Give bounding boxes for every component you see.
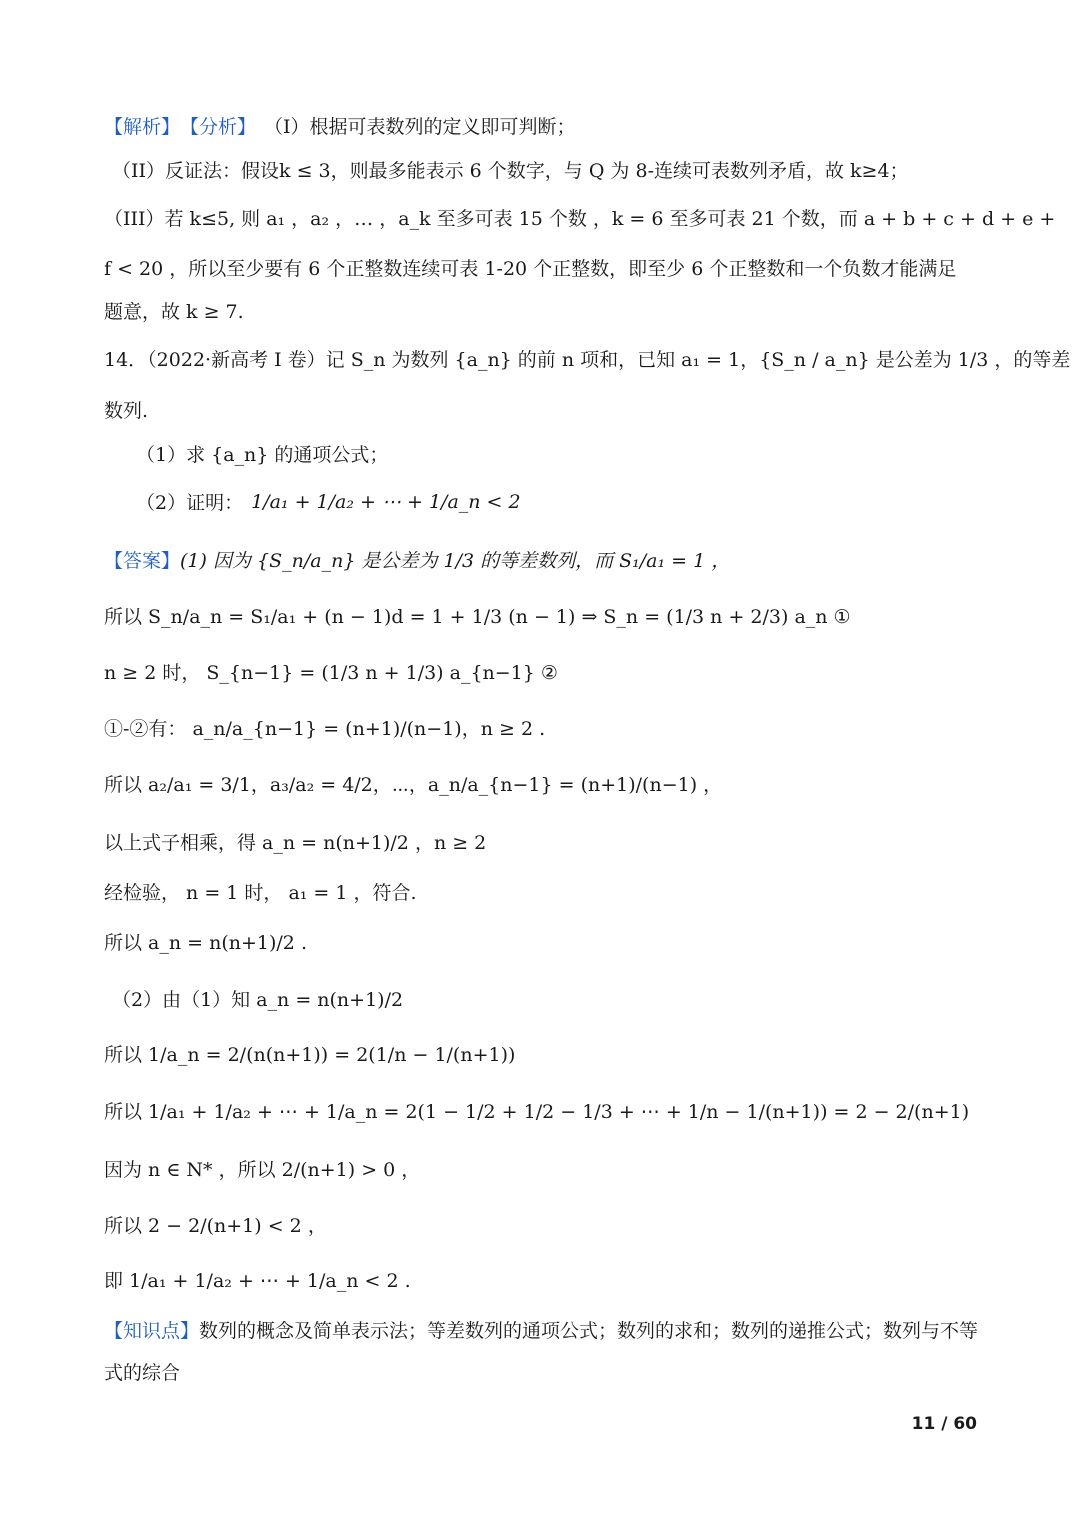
answer-line-1: [104, 546, 980, 573]
answer-line-13: 所以 2 − 2/(n+1) < 2 ，: [104, 1215, 327, 1237]
answer-line-12: 因为 n ∈ N* ，所以 2/(n+1) > 0 ，: [104, 1159, 421, 1181]
analysis-line-2: （II）反证法：假设k ≤ 3，则最多能表示 6 个数字，与 Q 为 8-连续可表数列矛盾，故 k≥4；: [112, 160, 909, 182]
page-number: 11 / 60: [911, 1414, 977, 1434]
analysis-line-4: f < 20 ，所以至少要有 6 个正整数连续可表 1-20 个正整数，即至少 6 个正整数和一个负数才能满足: [104, 258, 957, 280]
analysis-text-1: （I）根据可表数列的定义即可判断；: [264, 116, 576, 138]
knowledge-line-2: 式的综合: [104, 1362, 181, 1384]
analysis-line-5: 题意，故 k ≥ 7.: [104, 301, 244, 323]
tag-jiexi: 【解析】: [104, 116, 181, 138]
problem-intro-cont: 数列.: [104, 400, 149, 422]
answer-line-11: 所以 1/a₁ + 1/a₂ + ⋯ + 1/a_n = 2(1 − 1/2 + 1/2 − 1/3 + ⋯ + 1/n − 1/(n+1)) = 2 − 2/(n+1): [104, 1101, 970, 1123]
answer-line-14: 即 1/a₁ + 1/a₂ + ⋯ + 1/a_n < 2 .: [104, 1270, 411, 1292]
answer-line-10: 所以 1/a_n = 2/(n(n+1)) = 2(1/n − 1/(n+1)): [104, 1044, 516, 1066]
analysis-line-1: [104, 112, 980, 139]
answer-line-4: ①-②有： a_n/a_{n−1} = (n+1)/(n−1)，n ≥ 2 .: [104, 718, 546, 740]
answer-line-2: 所以 S_n/a_n = S₁/a₁ + (n − 1)d = 1 + 1/3 (n − 1) ⇒ S_n = (1/3 n + 2/3) a_n ①: [104, 606, 851, 628]
problem-question-1: （1）求 {a_n} 的通项公式；: [136, 444, 389, 466]
knowledge-line-1: [104, 1316, 980, 1343]
answer-line-8: 所以 a_n = n(n+1)/2 .: [104, 932, 307, 954]
answer-line-7: 经检验， n = 1 时， a₁ = 1 ，符合.: [104, 882, 417, 904]
problem-intro: 14．（2022·新高考 Ⅰ 卷）记 S_n 为数列 {a_n} 的前 n 项和，已知 a₁ = 1，{S_n / a_n} 是公差为 1/3 ，的等差: [104, 349, 1071, 371]
answer-text-1: (1) 因为 {S_n/a_n} 是公差为 1/3 的等差数列，而 S₁/a₁ = 1 ，: [180, 550, 731, 572]
tag-zhishidian: 【知识点】: [104, 1320, 200, 1342]
q2-formula: 1/a₁ + 1/a₂ + ⋯ + 1/a_n < 2: [251, 490, 521, 513]
knowledge-text-1: 数列的概念及简单表示法；等差数列的通项公式；数列的求和；数列的递推公式；数列与不等: [199, 1320, 979, 1342]
answer-line-6: 以上式子相乘，得 a_n = n(n+1)/2 ，n ≥ 2: [104, 832, 487, 854]
answer-line-9: （2）由（1）知 a_n = n(n+1)/2: [112, 989, 404, 1011]
problem-question-2: [136, 488, 980, 515]
analysis-line-3: （III）若 k≤5, 则 a₁ ，a₂ ，… ，a_k 至多可表 15 个数 ，k = 6 至多可表 21 个数，而 a + b + c + d + e +: [104, 208, 1056, 230]
tag-fenxi: 【分析】: [180, 116, 257, 138]
answer-line-5: 所以 a₂/a₁ = 3/1，a₃/a₂ = 4/2，⋯，a_n/a_{n−1} = (n+1)/(n−1) ，: [104, 774, 723, 796]
tag-daan: 【答案】: [104, 550, 181, 572]
q2-prefix: （2）证明：: [136, 492, 244, 514]
answer-line-3: n ≥ 2 时， S_{n−1} = (1/3 n + 1/3) a_{n−1} ②: [104, 662, 558, 684]
